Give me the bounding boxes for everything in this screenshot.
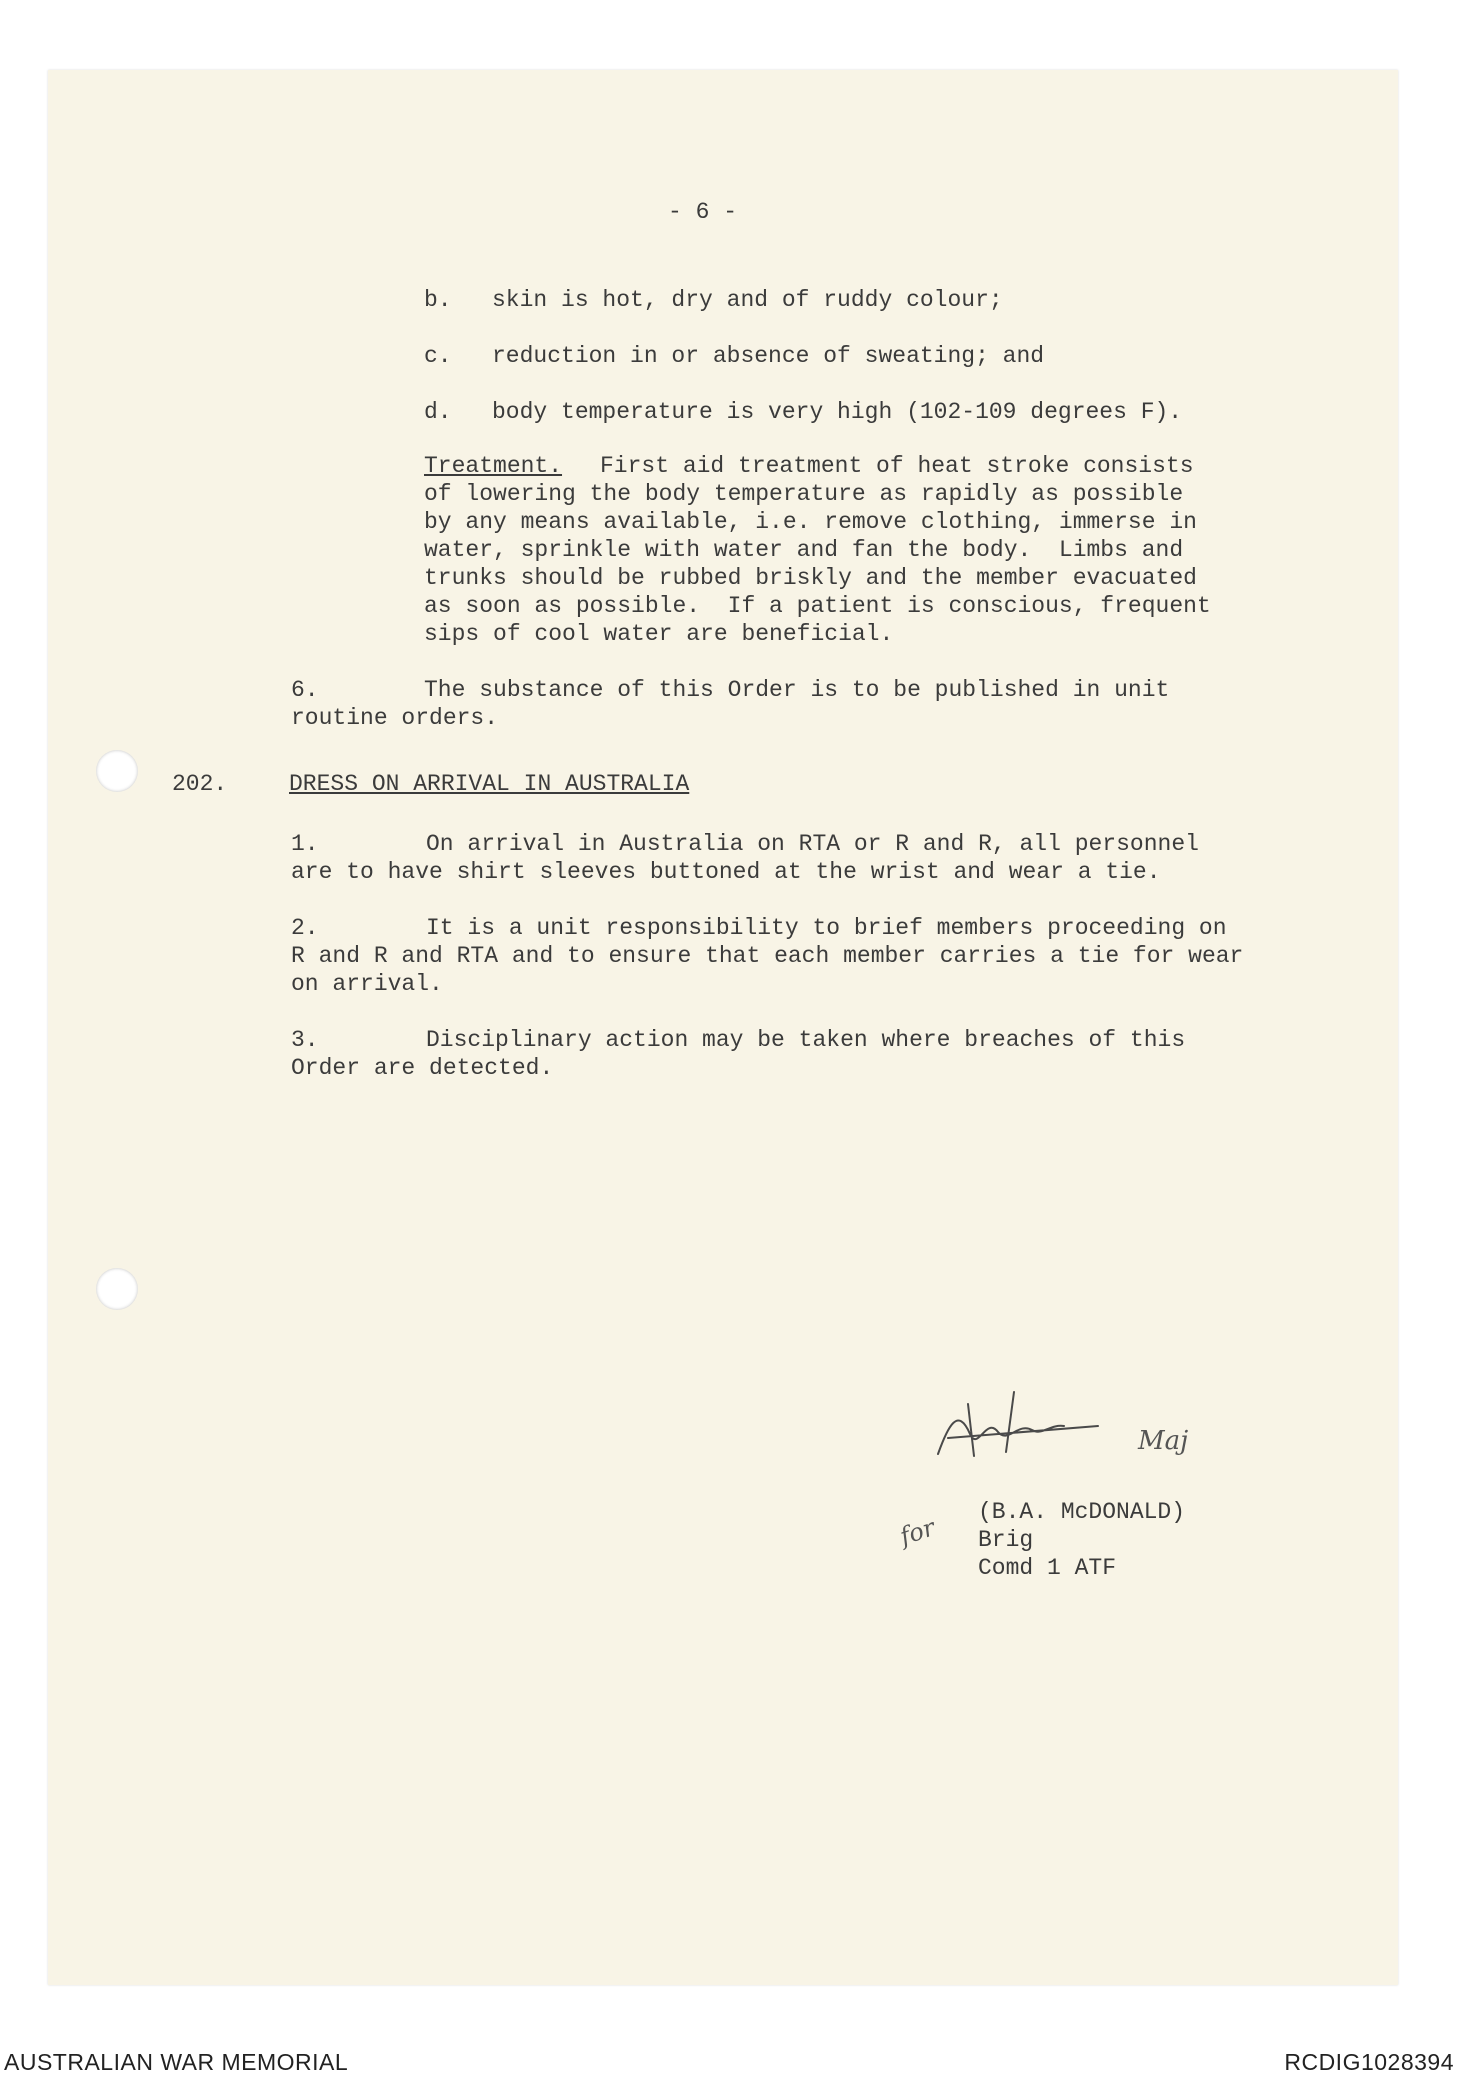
para6-line: routine orders. [291,705,499,731]
order-para3-number: 3. [291,1027,319,1053]
treatment-line: First aid treatment of heat stroke consists [600,453,1194,479]
document-page [48,70,1398,1985]
para6-line: The substance of this Order is to be published in unit [424,677,1170,703]
treatment-line: trunks should be rubbed briskly and the member evacuated [424,565,1197,591]
order-para1-line: On arrival in Australia on RTA or R and R, all personnel [426,831,1199,857]
list-text-d: body temperature is very high (102-109 degrees F). [492,399,1183,425]
order-para3-line: Disciplinary action may be taken where breaches of this [426,1027,1186,1053]
signatory-name: (B.A. McDONALD) [978,1499,1186,1525]
treatment-line: as soon as possible. If a patient is conscious, frequent [424,593,1211,619]
signature-for-mark: for [896,1513,939,1551]
treatment-line: of lowering the body temperature as rapidly as possible [424,481,1184,507]
punch-hole-top [96,750,138,792]
order-para2-number: 2. [291,915,319,941]
signature-rank-scrawl: Maj [1138,1426,1189,1456]
list-text-b: skin is hot, dry and of ruddy colour; [492,287,1003,313]
para6-number: 6. [291,677,319,703]
list-marker-b: b. [424,287,452,313]
treatment-line: by any means available, i.e. remove clothing, immerse in [424,509,1197,535]
handwritten-signature [928,1386,1108,1466]
treatment-line: sips of cool water are beneficial. [424,621,894,647]
order-para2-line: on arrival. [291,971,443,997]
list-marker-d: d. [424,399,452,425]
order-para1-line: are to have shirt sleeves buttoned at the wrist and wear a tie. [291,859,1161,885]
list-text-c: reduction in or absence of sweating; and [492,343,1045,369]
order-para3-line: Order are detected. [291,1055,554,1081]
order-title: DRESS ON ARRIVAL IN AUSTRALIA [289,771,690,797]
footer-left-label: AUSTRALIAN WAR MEMORIAL [4,2049,349,2075]
signatory-appointment: Comd 1 ATF [978,1555,1117,1581]
footer-right-label: RCDIG1028394 [1284,2049,1454,2075]
order-para1-number: 1. [291,831,319,857]
page-number: - 6 - [668,199,738,225]
punch-hole-bottom [96,1268,138,1310]
signatory-rank: Brig [978,1527,1034,1553]
order-number: 202. [172,771,228,797]
order-para2-line: R and R and RTA and to ensure that each member carries a tie for wear [291,943,1244,969]
list-marker-c: c. [424,343,452,369]
treatment-heading: Treatment. [424,453,563,479]
order-para2-line: It is a unit responsibility to brief members proceeding on [426,915,1227,941]
treatment-line: water, sprinkle with water and fan the body. Limbs and [424,537,1184,563]
